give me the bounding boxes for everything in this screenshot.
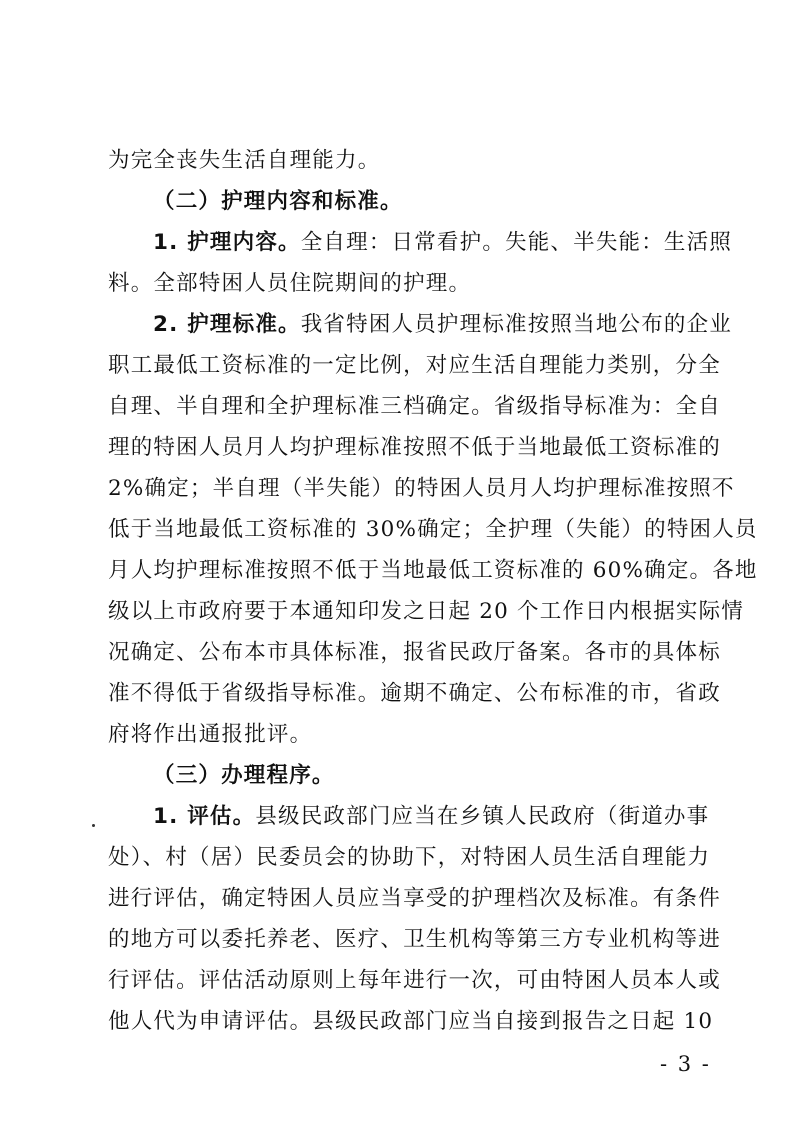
paragraph-line [108,967,721,994]
paragraph-line [153,803,710,830]
paragraph-line [108,680,721,707]
paragraph-line [108,475,735,502]
item-title: 2. 护理标准。 [153,312,301,337]
line-text: 我省特困人员护理标准按照当地公布的企业 [300,312,733,337]
page-number: - 3 - [660,1052,711,1076]
paragraph-line [108,270,703,297]
paragraph-line [108,516,758,543]
paragraph-line [108,639,721,666]
line-text: 况确定、公布本市具体标准，报省民政厅备案。各市的具体标 [108,640,721,665]
line-text: 料。全部特困人员住院期间的护理。 [108,271,472,296]
heading-text: （三）办理程序。 [153,763,335,788]
line-text: 进行评估，确定特困人员应当享受的护理档次及标准。有条件 [108,886,721,911]
paragraph-line [108,926,721,953]
line-text: 的地方可以委托养老、医疗、卫生机构等第三方专业机构等进 [108,927,721,952]
paragraph-line [108,352,721,379]
line-text: 他人代为申请评估。县级民政部门应当自接到报告之日起 10 [108,1009,714,1034]
line-text: 职工最低工资标准的一定比例，对应生活自理能力类别，分全 [108,353,721,378]
section-heading-2 [153,188,703,215]
line-text: 行评估。评估活动原则上每年进行一次，可由特困人员本人或 [108,968,721,993]
line-text: 处）、村（居）民委员会的协助下，对特困人员生活自理能力 [108,845,711,870]
line-text: 自理、半自理和全护理标准三档确定。省级指导标准为：全自 [108,394,721,419]
item-title: 1. 护理内容。 [153,230,301,255]
paragraph-line [108,598,745,625]
line-text: 全自理：日常看护。失能、半失能：生活照 [300,230,733,255]
paragraph-line [108,844,711,871]
line-text: 准不得低于省级指导标准。逾期不确定、公布标准的市，省政 [108,681,721,706]
paragraph-line [108,393,721,420]
paragraph-line [153,229,733,256]
section-heading-3 [153,762,703,789]
line-text: 低于当地最低工资标准的 30%确定；全护理（失能）的特困人员 [108,517,758,542]
line-text: 理的特困人员月人均护理标准按照不低于当地最低工资标准的 [108,435,721,460]
line-text: 2%确定；半自理（半失能）的特困人员月人均护理标准按照不 [108,476,735,501]
paragraph-line [153,311,733,338]
line-text: 为完全丧失生活自理能力。 [108,148,381,173]
paragraph-line [108,885,721,912]
scan-speck [92,824,95,827]
paragraph-line [108,1008,714,1035]
paragraph-line [108,557,758,584]
heading-text: （二）护理内容和标准。 [153,189,403,214]
line-text: 府将作出通报批评。 [108,722,313,747]
line-text: 县级民政部门应当在乡镇人民政府（街道办事 [255,804,710,829]
item-title: 1. 评估。 [153,804,256,829]
line-text: 月人均护理标准按照不低于当地最低工资标准的 60%确定。各地 [108,558,758,583]
paragraph-line [108,147,703,174]
paragraph-line [108,434,721,461]
paragraph-line [108,721,703,748]
line-text: 级以上市政府要于本通知印发之日起 20 个工作日内根据实际情 [108,599,745,624]
